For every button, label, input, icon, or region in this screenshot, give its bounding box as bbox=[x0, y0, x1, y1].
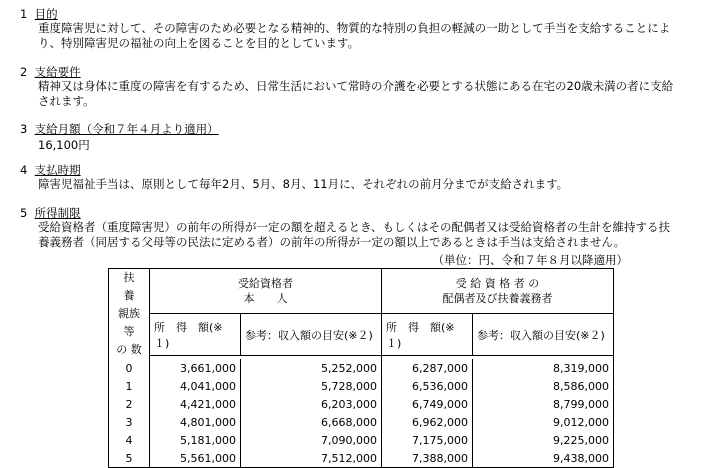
table-row bbox=[109, 377, 614, 395]
dependents-header-line-2: 親族等 bbox=[118, 307, 140, 338]
spouse-income-value: 7,175,000 bbox=[382, 431, 473, 449]
income-limit-table bbox=[108, 268, 614, 468]
self-group-line-2: 本 人 bbox=[243, 291, 288, 305]
table-row bbox=[109, 413, 614, 431]
section-1-title: 目的 bbox=[34, 7, 58, 21]
section-5-body bbox=[38, 220, 698, 250]
self-income-value: 5,561,000 bbox=[150, 449, 241, 468]
dependents-count: 3 bbox=[109, 413, 150, 431]
table-row bbox=[109, 359, 614, 377]
spouse-income-header: 所 得 額(※１) bbox=[382, 313, 473, 355]
section-1-heading bbox=[20, 6, 58, 22]
self-income-value: 3,661,000 bbox=[150, 359, 241, 377]
self-reference-value: 7,090,000 bbox=[241, 431, 382, 449]
self-income-value: 4,801,000 bbox=[150, 413, 241, 431]
section-3-number: 3 bbox=[20, 122, 28, 136]
section-2-title: 支給要件 bbox=[34, 65, 81, 79]
section-1-number: 1 bbox=[20, 7, 28, 21]
dependents-header-line-1: 扶 養 bbox=[123, 271, 146, 302]
monthly-amount: 16,100円 bbox=[38, 138, 90, 152]
self-group-line-1: 受給資格者 bbox=[238, 276, 293, 290]
section-1-body bbox=[38, 21, 698, 51]
self-group-header bbox=[150, 269, 382, 314]
dependents-count: 5 bbox=[109, 449, 150, 468]
self-reference-value: 5,252,000 bbox=[241, 359, 382, 377]
section-3-title: 支給月額（令和７年４月より適用） bbox=[34, 122, 219, 136]
table-row bbox=[109, 395, 614, 413]
section-2-heading bbox=[20, 64, 81, 80]
section-5-heading bbox=[20, 205, 81, 221]
dependents-header-line-3: の 数 bbox=[116, 343, 142, 356]
unit-note: （単位：円、令和７年８月以降適用） bbox=[432, 253, 628, 267]
section-2-number: 2 bbox=[20, 65, 28, 79]
spouse-income-value: 6,536,000 bbox=[382, 377, 473, 395]
section-4-line-1: 障害児福祉手当は、原則として毎年2月、5月、8月、11月に、それぞれの前月分までが支給されます。 bbox=[38, 177, 569, 191]
spouse-income-value: 6,962,000 bbox=[382, 413, 473, 431]
self-income-value: 4,421,000 bbox=[150, 395, 241, 413]
section-1-line-1: 重度障害児に対して、その障害のため必要となる精神的、物質的な特別の負担の軽減の一助として手当を支給することによ bbox=[38, 21, 671, 35]
dependents-header bbox=[109, 269, 150, 360]
section-1-line-2: り、特別障害児の福祉の向上を図ることを目的としています。 bbox=[38, 36, 360, 50]
dependents-count: 2 bbox=[109, 395, 150, 413]
section-2-body bbox=[38, 79, 698, 109]
spouse-reference-value: 8,319,000 bbox=[553, 361, 609, 375]
spouse-income-value: 6,749,000 bbox=[382, 395, 473, 413]
section-4-title: 支払時期 bbox=[34, 163, 81, 177]
dependents-count: 4 bbox=[109, 431, 150, 449]
spouse-reference-header: 参考：収入額の目安(※２) bbox=[473, 313, 614, 355]
self-reference-value: 6,203,000 bbox=[241, 395, 382, 413]
dependents-count: 1 bbox=[109, 377, 150, 395]
dependents-count: 0 bbox=[109, 359, 150, 377]
self-reference-header: 参考：収入額の目安(※２) bbox=[241, 313, 382, 355]
spouse-group-line-1: 受 給 資 格 者 の bbox=[455, 276, 540, 290]
spouse-reference-value: 9,012,000 bbox=[553, 415, 609, 429]
self-income-header: 所 得 額(※１) bbox=[150, 313, 241, 355]
self-income-value: 5,181,000 bbox=[150, 431, 241, 449]
table-row bbox=[109, 449, 614, 468]
section-2-line-2: されます。 bbox=[38, 94, 95, 108]
section-3-heading bbox=[20, 121, 219, 137]
spouse-group-line-2: 配偶者及び扶養義務者 bbox=[442, 291, 553, 305]
spouse-reference-value: 9,438,000 bbox=[553, 451, 609, 465]
self-reference-value: 7,512,000 bbox=[241, 449, 382, 468]
self-reference-value: 6,668,000 bbox=[241, 413, 382, 431]
spouse-income-value: 7,388,000 bbox=[382, 449, 473, 468]
section-5-number: 5 bbox=[20, 206, 28, 220]
section-4-number: 4 bbox=[20, 163, 28, 177]
section-5-title: 所得制限 bbox=[34, 206, 81, 220]
spouse-reference-value: 9,225,000 bbox=[553, 433, 609, 447]
self-reference-value: 5,728,000 bbox=[241, 377, 382, 395]
table-row bbox=[109, 431, 614, 449]
spouse-reference-value: 8,586,000 bbox=[553, 379, 609, 393]
section-5-line-1: 受給資格者（重度障害児）の前年の所得が一定の額を超えるとき、もしくはその配偶者又は受給資格者の生計を維持する扶 bbox=[38, 220, 671, 234]
section-5-line-2: 養義務者（同居する父母等の民法に定める者）の前年の所得が一定の額以上であるときは手当は支給されません。 bbox=[38, 235, 626, 249]
spouse-income-value: 6,287,000 bbox=[382, 359, 473, 377]
spouse-reference-value: 8,799,000 bbox=[553, 397, 609, 411]
self-income-value: 4,041,000 bbox=[150, 377, 241, 395]
spouse-group-header bbox=[382, 269, 614, 314]
section-4-body bbox=[38, 177, 698, 192]
section-4-heading bbox=[20, 162, 81, 178]
section-2-line-1: 精神又は身体に重度の障害を有するため、日常生活において常時の介護を必要とする状態にある在宅の20歳未満の者に支給 bbox=[38, 79, 674, 93]
